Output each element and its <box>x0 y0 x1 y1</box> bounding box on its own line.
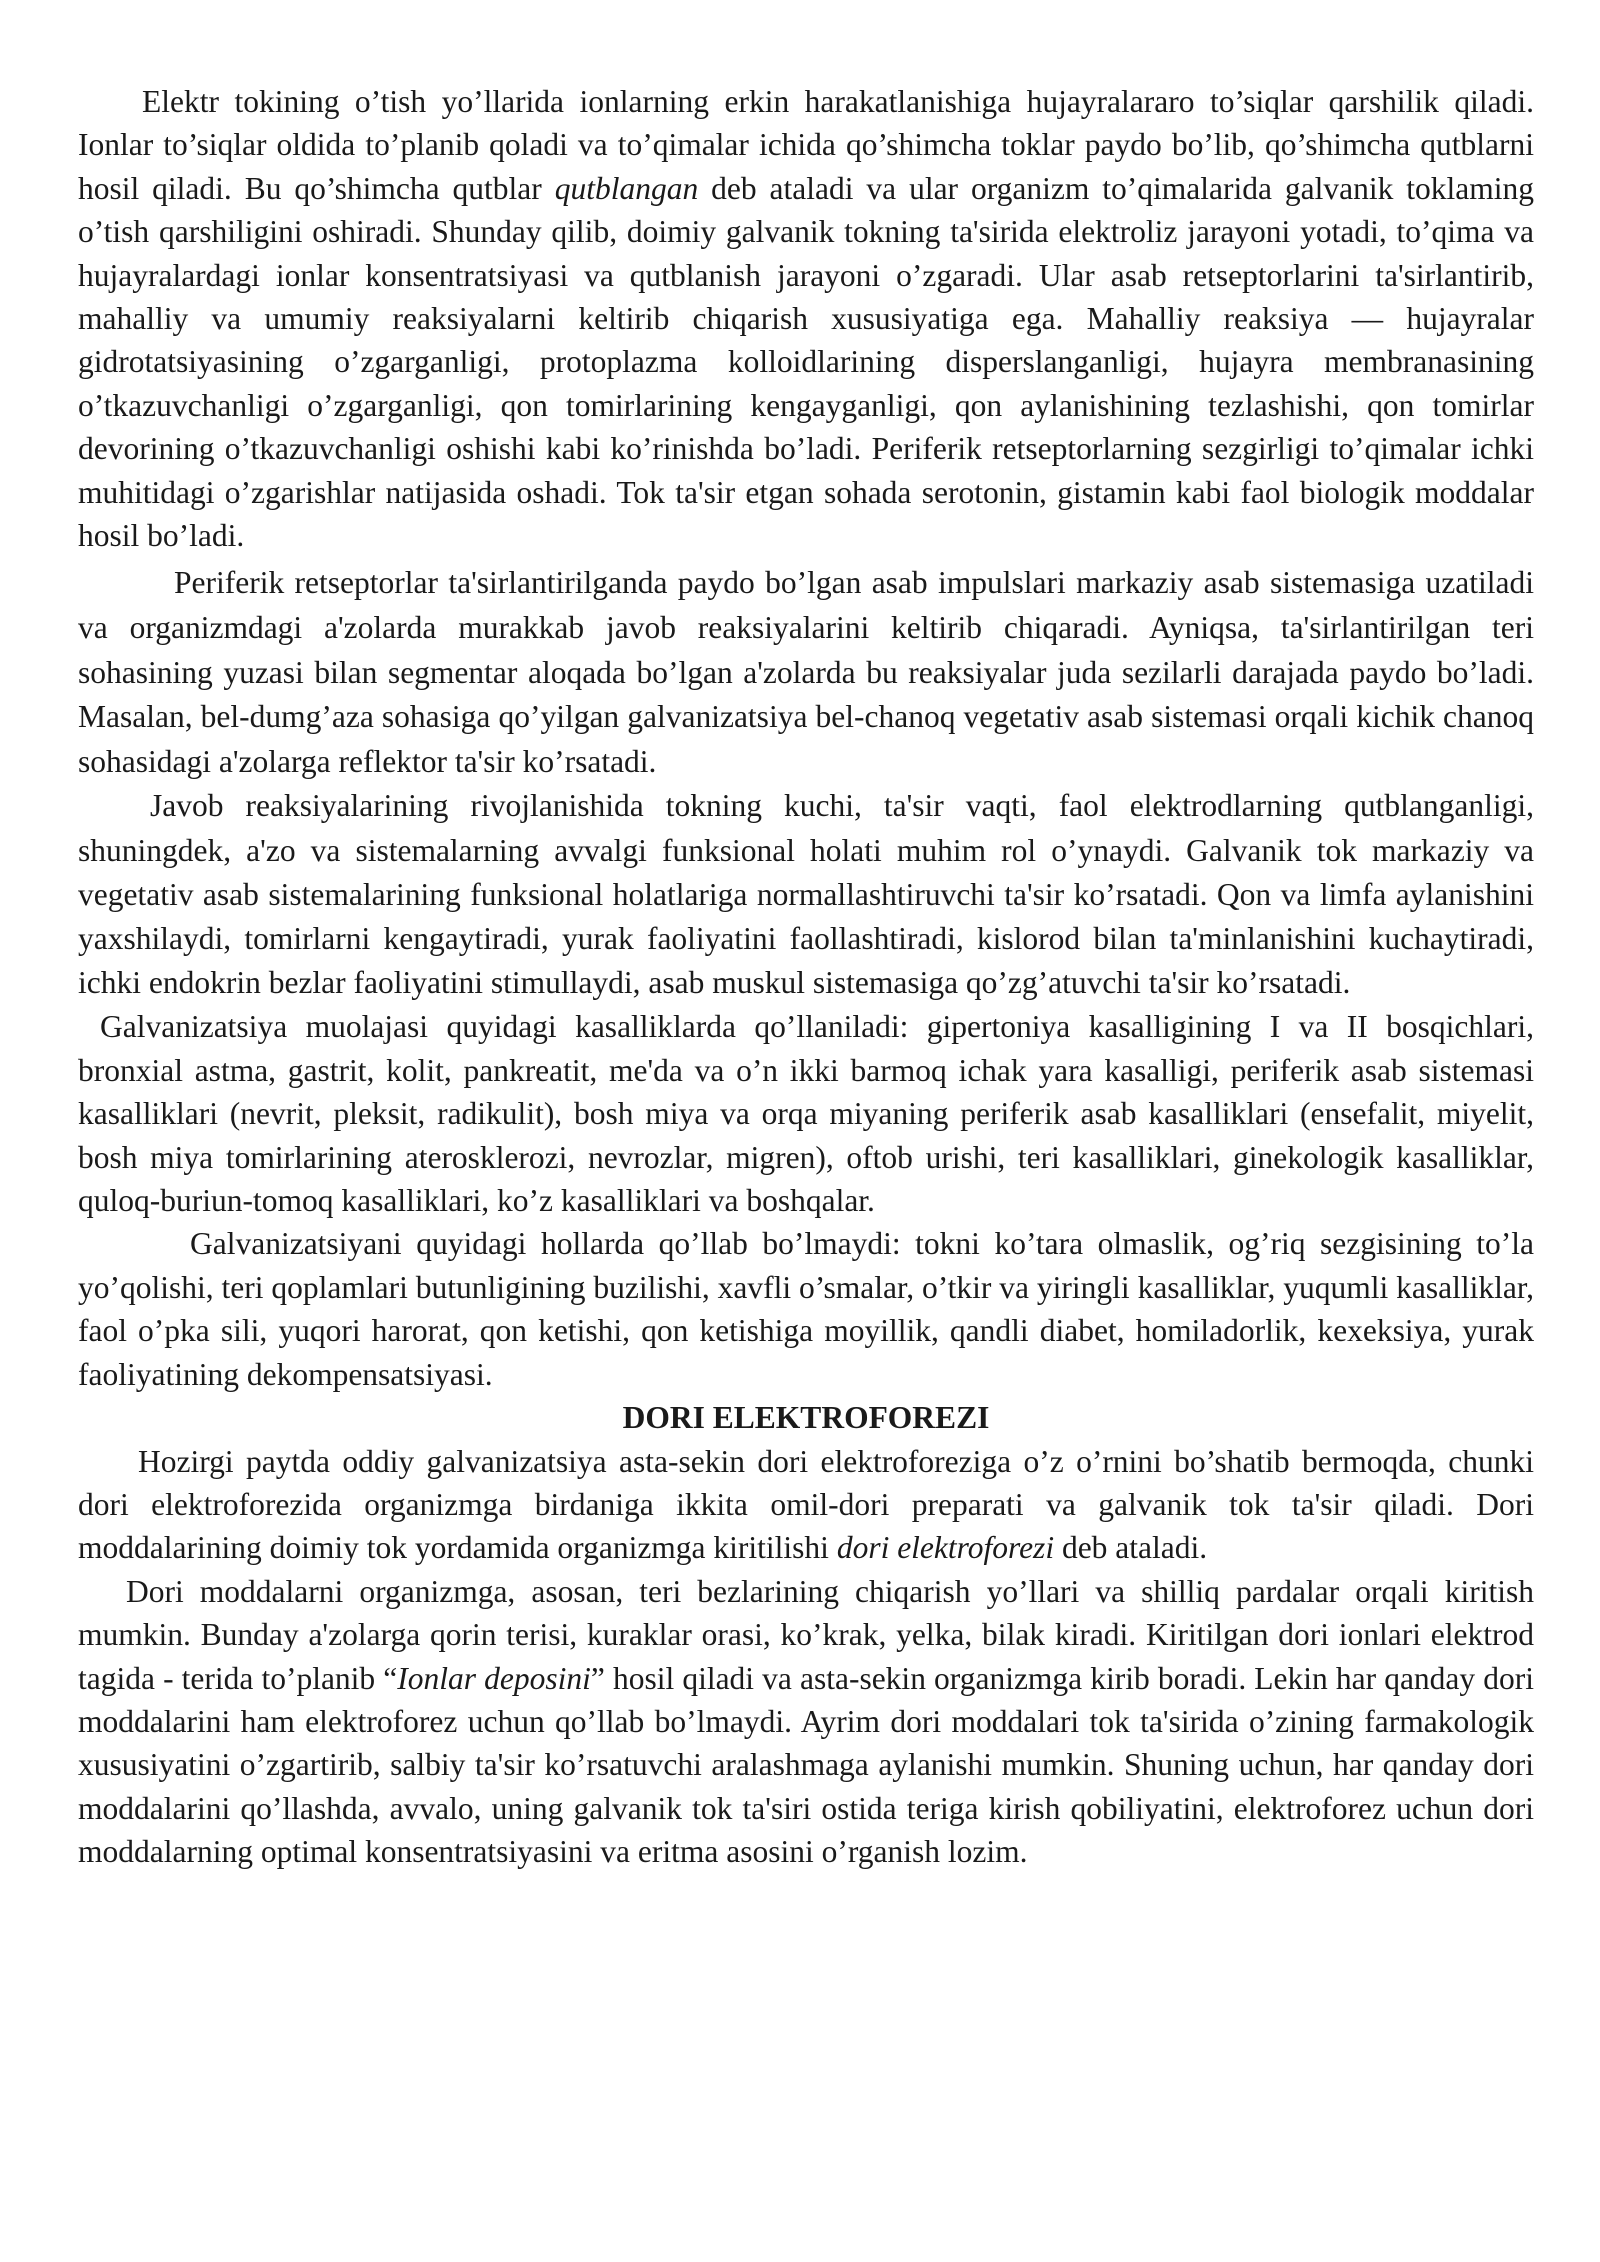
document-page <box>78 80 1534 1874</box>
paragraph-text: Elektr tokining o’tish yo’llarida ionlarning erkin harakatlanishiga hujayralararo to’siqlar qarshilik qiladi. Ionlar to’siqlar oldida to’planib qoladi va to’qimalar ichida qo’shimcha toklar paydo bo’lib, qo’shimcha qutblarni hosil qiladi. Bu qo’shimcha qutblar <box>78 84 1534 206</box>
italic-term: qutblangan <box>554 170 699 206</box>
paragraph-indications: Galvanizatsiya muolajasi quyidagi kasalliklarda qo’llaniladi: gipertoniya kasalligining I va II bosqichlari, bronxial astma, gastrit, kolit, pankreatit, me'da va o’n ikki barmoq ichak yara kasalligi, periferik asab sistemasi kasalliklari (nevrit, pleksit, radikulit), bosh miya va orqa miyaning periferik asab kasalliklari (ensefalit, miyelit, bosh miya tomirlarining aterosklerozi, nevrozlar, migren), oftob urishi, teri kasalliklari, ginekologik kasalliklar, quloq-buriun-tomoq kasalliklari, ko’z kasalliklari va boshqalar. <box>78 1009 1534 1219</box>
italic-term: dori elektroforezi <box>836 1530 1055 1566</box>
paragraph-text: Hozirgi paytda oddiy galvanizatsiya asta-sekin dori elektroforeziga o’z o’rnini bo’shatib bermoqda, chunki dori elektroforezida organizmga birdaniga ikkita omil-dori preparati va galvanik tok ta'sir qiladi. Dori moddalarining doimiy tok yordamida organizmga kiritilishi <box>78 1443 1534 1566</box>
paragraph-electrophoresis-definition <box>78 1440 1534 1570</box>
paragraph-text: ” hosil qiladi va asta-sekin organizmga kirib boradi. Lekin har qanday dori moddalarini ham elektroforez uchun qo’llab bo’lmaydi. Ayrim dori moddalari tok ta'sirida o’zining farmakologik xususiyatini o’zgartirib, salbiy ta'sir ko’rsatuvchi aralashmaga aylanishi mumkin. Shuning uchun, har qanday dori moddalarini qo’llashda, avvalo, uning galvanik tok ta'siri ostida teriga kirish qobiliyatini, elektroforez uchun dori moddalarning optimal konsentratsiyasini va eritma asosini o’rganish lozim. <box>78 1660 1534 1870</box>
section-heading: DORI ELEKTROFOREZI <box>622 1400 990 1436</box>
paragraph-polarization <box>78 80 1534 557</box>
paragraph-reflex-reactions: Periferik retseptorlar ta'sirlantirilganda paydo bo’lgan asab impulslari markaziy asab sistemasiga uzatiladi va organizmdagi a'zolarda murakkab javob reaksiyalarini keltirib chiqaradi. Ayniqsa, ta'sirlantirilgan teri sohasining yuzasi bilan segmentar aloqada bo’lgan a'zolarda bu reaksiyalar juda sezilarli darajada paydo bo’ladi. Masalan, bel-dumg’aza sohasiga qo’yilgan galvanizatsiya bel-chanoq vegetativ asab sistemasi orqali kichik chanoq sohasidagi a'zolarga reflektor ta'sir ko’rsatadi. <box>78 565 1534 779</box>
paragraph-text: deb ataladi va ular organizm to’qimalarida galvanik toklaming o’tish qarshiligini oshiradi. Shunday qilib, doimiy galvanik tokning ta'sirida elektroliz jarayoni yotadi, to’qima va hujayralardagi ionlar konsentratsiyasi va qutblanish jarayoni o’zgaradi. Ular asab retseptorlarini ta'sirlantirib, mahalliy va umumiy reaksiyalarni keltirib chiqarish xususiyatiga ega. Mahalliy reaksiya — hujayralar gidrotatsiyasining o’zgarganligi, protoplazma kolloidlarining disperslanganligi, hujayra membranasining o’tkazuvchanligi o’zgarganligi, qon tomirlarining kengayganligi, qon aylanishining tezlashishi, qon tomirlar devorining o’tkazuvchanligi oshishi kabi ko’rinishda bo’ladi. Periferik retseptorlarning sezgirligi to’qimalar ichki muhitidagi o’zgarishlar natijasida oshadi. Tok ta'sir etgan sohada serotonin, gistamin kabi faol biologik moddalar hosil bo’ladi. <box>78 170 1534 554</box>
paragraph-text: Dori moddalarni organizmga, asosan, teri bezlarining chiqarish yo’llari va shilliq pardalar orqali kiritish mumkin. Bunday a'zolarga qorin terisi, kuraklar orasi, ko’krak, yelka, bilak kiradi. Kiritilgan dori ionlari elektrod tagida - terida to’planib “ <box>78 1573 1534 1696</box>
paragraph-response-factors: Javob reaksiyalarining rivojlanishida tokning kuchi, ta'sir vaqti, faol elektrodlarning qutblanganligi, shuningdek, a'zo va sistemalarning avvalgi funksional holati muhim rol o’ynaydi. Galvanik tok markaziy va vegetativ asab sistemalarining funksional holatlariga normallashtiruvchi ta'sir ko’rsatadi. Qon va limfa aylanishini yaxshilaydi, tomirlarni kengaytiradi, yurak faoliyatini faollashtiradi, kislorod bilan ta'minlanishini kuchaytiradi, ichki endokrin bezlar faoliyatini stimullaydi, asab muskul sistemasiga qo’zg’atuvchi ta'sir ko’rsatadi. <box>78 788 1534 1001</box>
italic-term: Ionlar deposini <box>397 1660 591 1696</box>
paragraph-contraindications: Galvanizatsiyani quyidagi hollarda qo’llab bo’lmaydi: tokni ko’tara olmaslik, og’riq sezgisining to’la yo’qolishi, teri qoplamlari butunligining buzilishi, xavfli o’smalar, o’tkir va yiringli kasalliklar, yuqumli kasalliklar, faol o’pka sili, yuqori harorat, qon ketishi, qon ketishiga moyillik, qandli diabet, homiladorlik, kexeksiya, yurak faoliyatining dekompensatsiyasi. <box>78 1226 1534 1392</box>
paragraph-drug-introduction <box>78 1570 1534 1874</box>
paragraph-text: deb ataladi. <box>1054 1530 1208 1566</box>
